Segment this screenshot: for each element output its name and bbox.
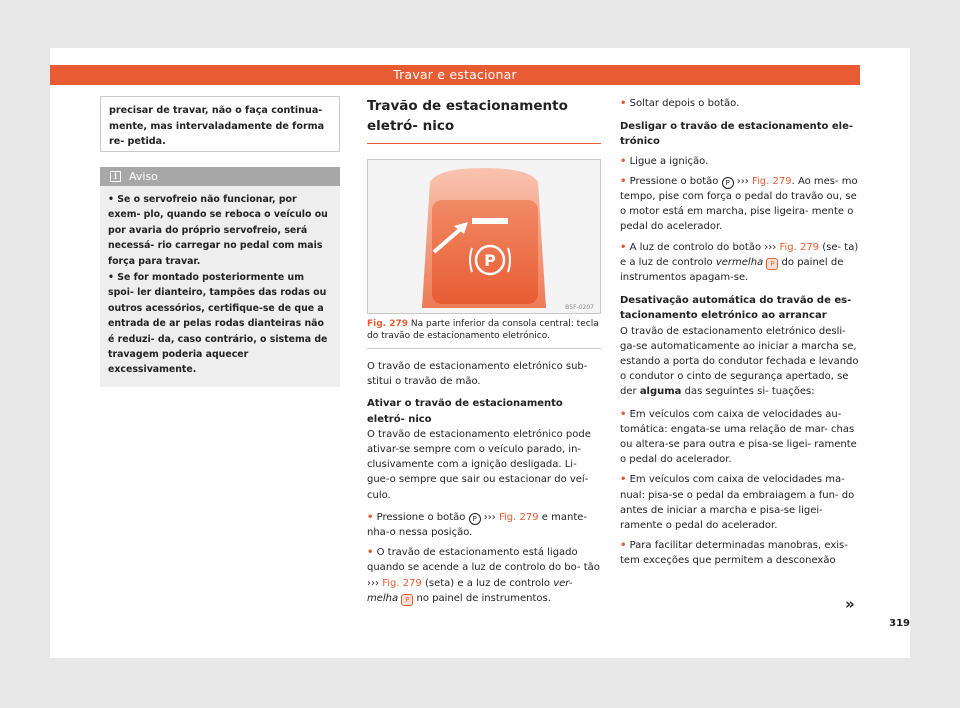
figure-link[interactable]: Fig. 279	[779, 241, 820, 253]
bullet-icon: •	[620, 175, 627, 187]
list-item: • Para facilitar determinadas manobras, exis- tem exceções que permitem a desconexão	[620, 540, 848, 567]
subheading-desligar: Desligar o travão de estacionamento ele- trónico	[620, 121, 854, 148]
parking-brake-warning-icon: P	[766, 258, 778, 270]
section-title: Travão de estacionamento eletró- nico	[367, 96, 601, 144]
cross-ref-arrow: ›››	[483, 511, 496, 523]
bullet-icon: •	[620, 98, 627, 109]
list-item: • A luz de controlo do botão ››› Fig. 279 (se- ta) e a luz de controlo vermelha P do painel de instrumentos apagam-se.	[620, 241, 859, 284]
subheading-ativar: Ativar o travão de estacionamento eletró- nico	[367, 398, 563, 425]
bullet-icon: •	[620, 408, 627, 420]
svg-text:P: P	[484, 251, 496, 270]
column-middle	[367, 96, 601, 611]
cross-ref-arrow: ›››	[367, 577, 379, 589]
list-item: • Soltar depois o botão.	[620, 98, 740, 109]
continue-arrow-icon: »	[845, 595, 855, 613]
bullet-icon: •	[620, 155, 627, 167]
aviso-body	[100, 186, 340, 387]
bullet-icon: •	[620, 241, 627, 253]
page-header: Travar e estacionar	[50, 65, 860, 85]
column-right	[620, 96, 860, 574]
aviso-box	[100, 167, 340, 387]
paragraph: O travão de estacionamento eletrónico pode ativar-se sempre com o veículo parado, in- clusivamente com a ignição desligada. Li- gue-o sempre que sair ou estacionar do veí- culo.	[367, 428, 591, 501]
parking-brake-icon: P	[722, 177, 734, 189]
bullet-icon: •	[108, 272, 114, 284]
continued-warning-box: precisar de travar, não o faça continua- mente, mas intervaladamente de forma re- petida.	[100, 96, 340, 152]
figure-link[interactable]: Fig. 279	[751, 175, 792, 187]
bullet-icon: •	[367, 511, 374, 523]
list-item: • Em veículos com caixa de velocidades ma- nual: pisa-se o pedal da embraiagem a fun- do antes de iniciar a marcha e pisa-se ligei- ramente o pedal do acelerador.	[620, 474, 855, 532]
parking-brake-warning-icon: P	[401, 594, 413, 606]
page-number: 319	[889, 618, 910, 629]
bullet-icon: •	[620, 474, 627, 486]
list-item: • Pressione o botão P ››› Fig. 279. Ao mes- mo tempo, pise com força o pedal do travão ou, se o motor está em marcha, pise ligeira- mente o pedal do acelerador.	[620, 175, 858, 233]
bullet-icon: •	[620, 540, 627, 552]
aviso-item: • Se o servofreio não funcionar, por exem- plo, quando se reboca o veículo ou por avaria do próprio servofreio, será necessá- rio carregar no pedal com mais força para travar.	[108, 194, 328, 267]
figure-label: Fig. 279	[367, 319, 409, 329]
subheading-desativacao: Desativação automática do travão de es- tacionamento eletrónico ao arrancar	[620, 295, 852, 322]
aviso-title: Aviso	[129, 170, 158, 183]
aviso-item: • Se for montado posteriormente um spoi- ler dianteiro, tampões das rodas ou outros acessórios, certifique-se de que a entrada de ar pelas rodas dianteiras não é reduzi- da, caso contrário, o sistema de travagem poderia aquecer excessivamente.	[108, 272, 328, 376]
figure-link[interactable]: Fig. 279	[498, 511, 539, 523]
paragraph: O travão de estacionamento eletrónico desli- ga-se automaticamente ao iniciar a marcha se, estando a porta do condutor fechada e levando o condutor o cinto de segurança apertado, se der alguma das seguintes si- tuações:	[620, 325, 859, 398]
svg-text:B5F-0207: B5F-0207	[565, 304, 594, 311]
figure-279	[367, 159, 601, 314]
cross-ref-arrow: ›››	[764, 241, 777, 253]
bullet-icon: •	[367, 547, 374, 559]
list-item: • Em veículos com caixa de velocidades au- tomática: engata-se uma relação de mar- chas ou altera-se para outra e pisa-se ligei- ramente o pedal do acelerador.	[620, 408, 857, 466]
parking-brake-button-illustration	[368, 160, 600, 313]
column-left	[100, 96, 340, 387]
figure-link[interactable]: Fig. 279	[382, 577, 422, 589]
figure-caption: Fig. 279 Na parte inferior da consola central: tecla do travão de estacionamento eletrónico.	[367, 318, 601, 349]
bullet-icon: •	[108, 194, 114, 205]
list-item: • Pressione o botão P ››› Fig. 279 e mante- nha-o nessa posição.	[367, 511, 588, 539]
aviso-header	[100, 167, 340, 186]
list-item: • Ligue a ignição.	[620, 155, 709, 167]
info-icon: i	[110, 171, 121, 182]
parking-brake-icon: P	[469, 513, 481, 525]
list-item: • O travão de estacionamento está ligado quando se acende a luz de controlo do bo- tão ››› Fig. 279 (seta) e a luz de controlo ver- melha P no painel de instrumentos.	[367, 547, 600, 604]
intro-paragraph: O travão de estacionamento eletrónico sub- stitui o travão de mão.	[367, 361, 588, 388]
cross-ref-arrow: ›››	[736, 175, 749, 187]
